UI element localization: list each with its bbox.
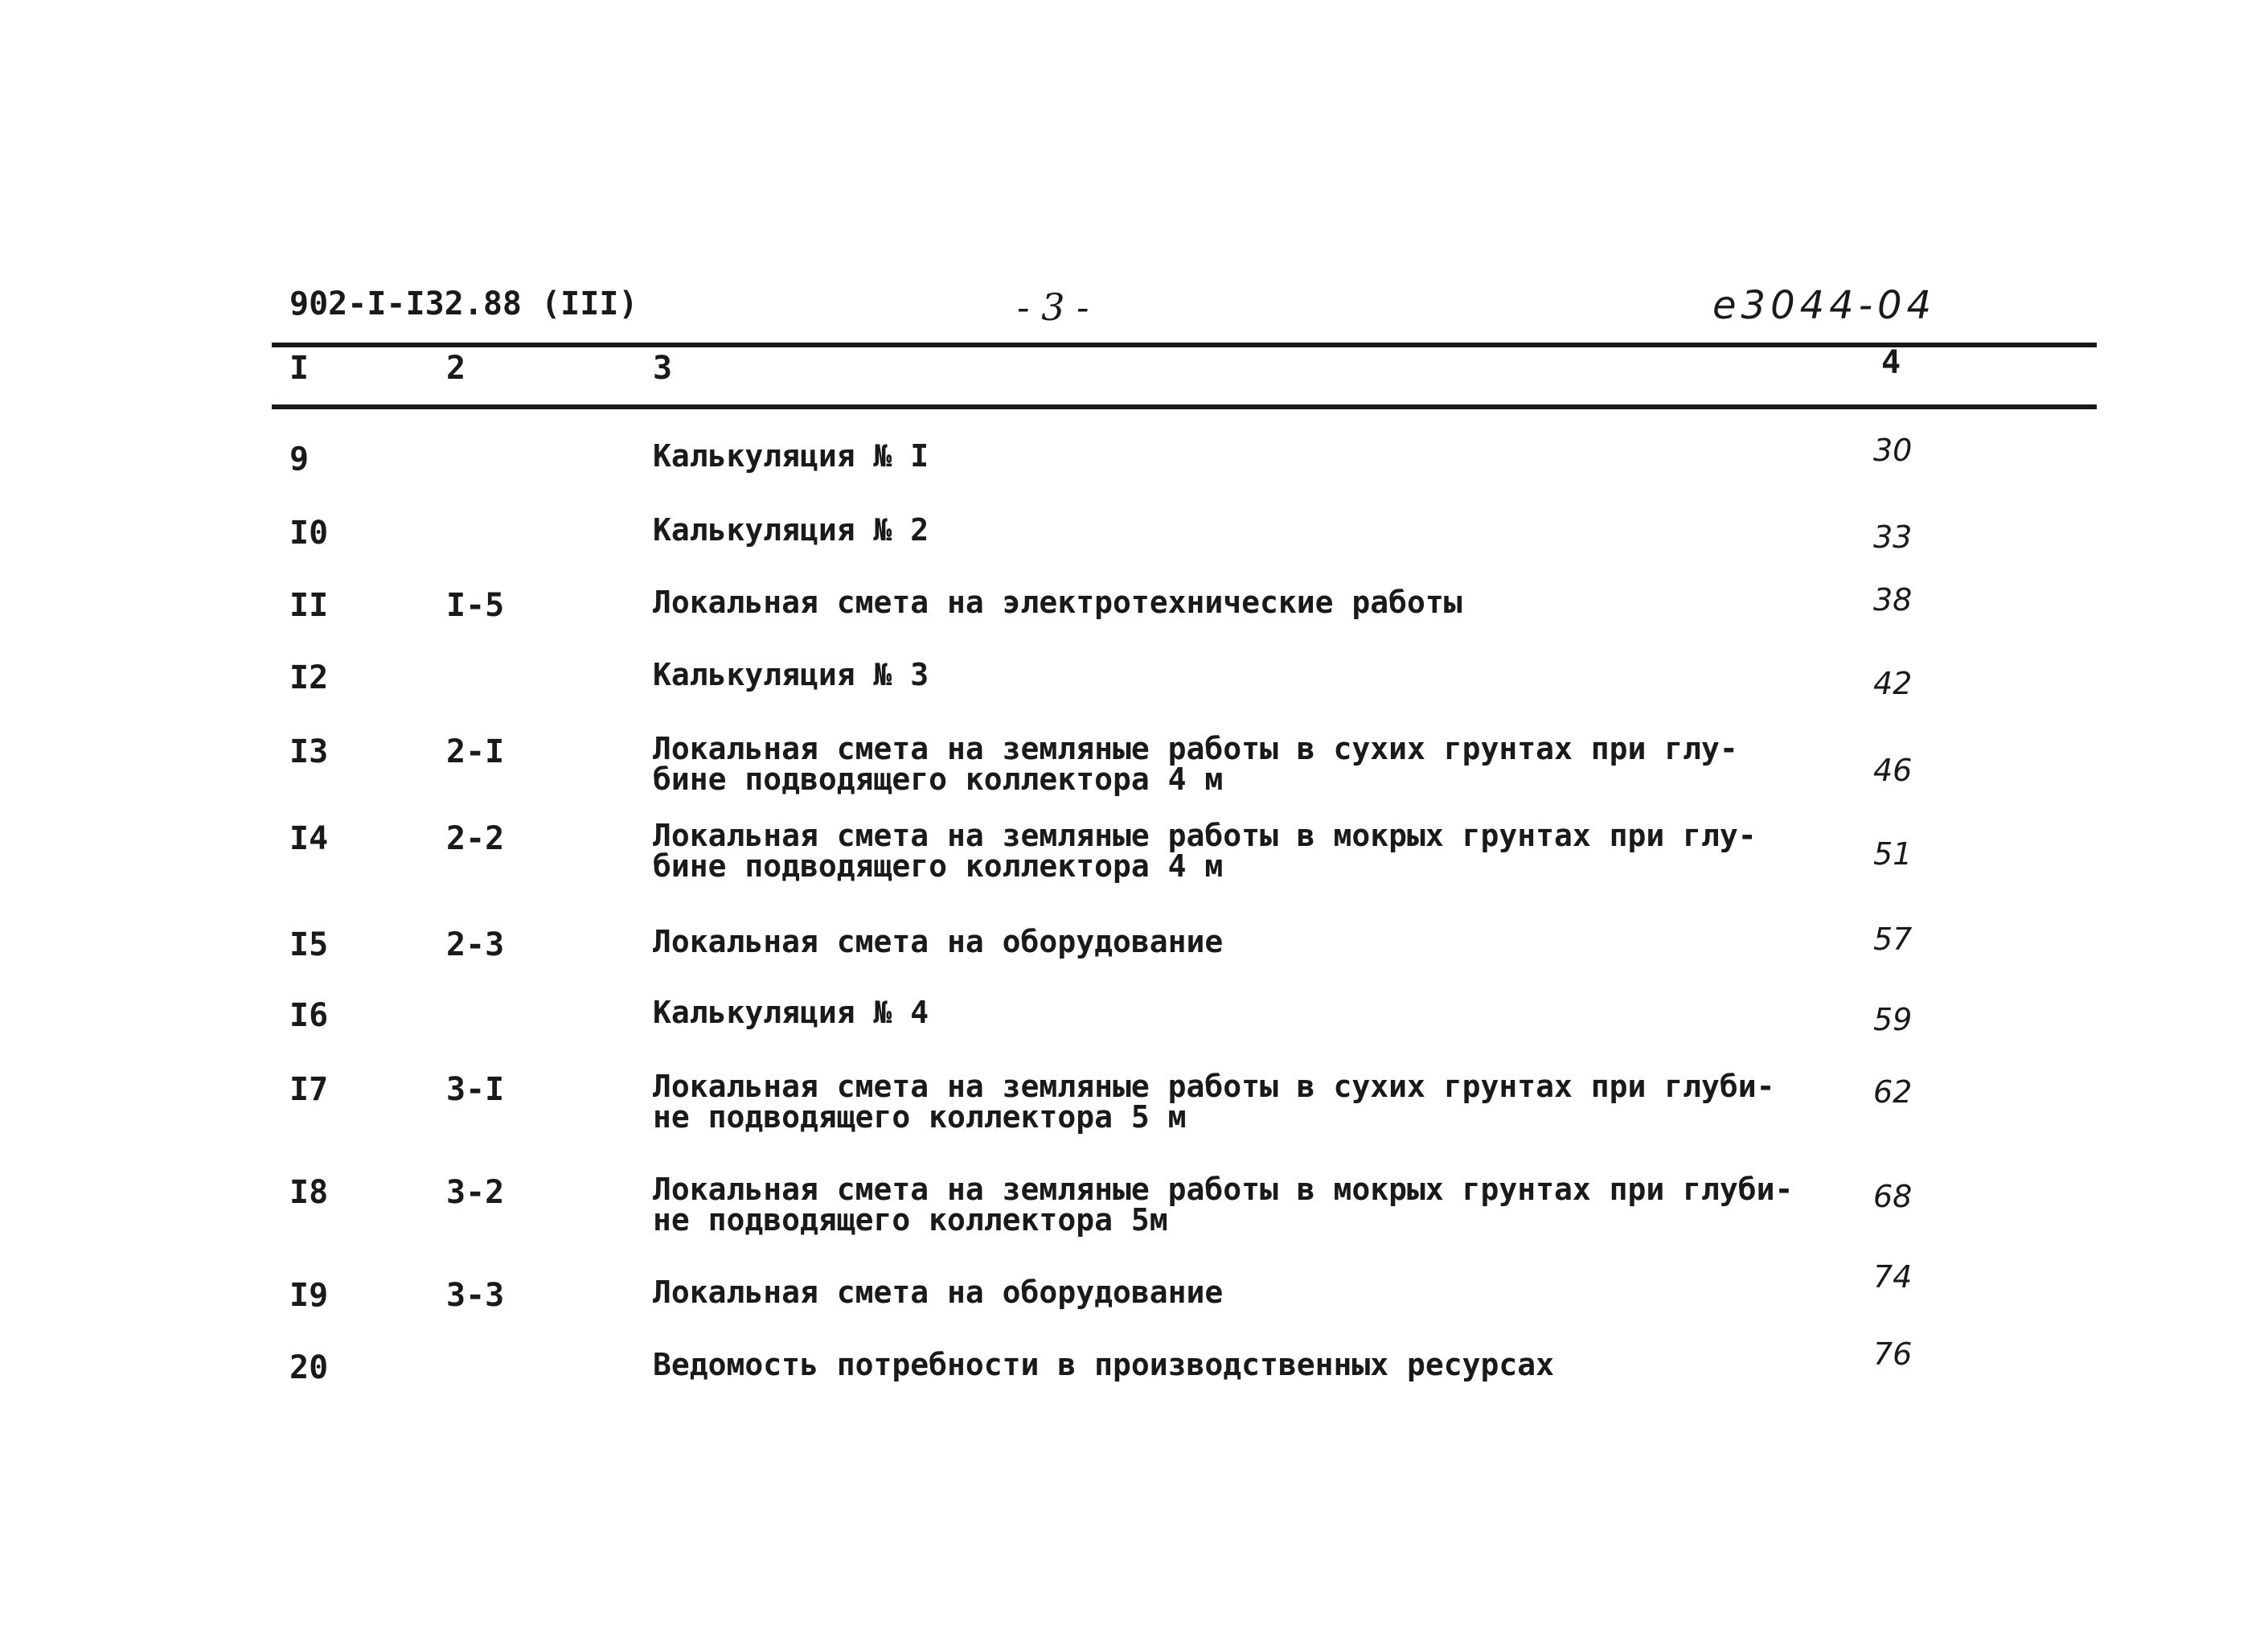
- row-title: Калькуляция № 4: [653, 995, 929, 1030]
- row-title: Локальная смета на оборудование: [653, 1275, 1224, 1310]
- row-number: I4: [289, 820, 329, 857]
- row-number: I0: [289, 515, 329, 552]
- doc-code: 902-I-I32.88 (III): [289, 285, 638, 322]
- row-title: Калькуляция № 3: [653, 657, 929, 692]
- row-title: Калькуляция № I: [653, 438, 929, 474]
- page-marker: - 3 -: [1017, 285, 1089, 329]
- row-title: Локальная смета на земляные работы в сухих грунтах при глу- бине подводящего коллектора 4 м: [653, 731, 1738, 797]
- column-header-4: 4: [1881, 344, 1901, 381]
- row-title: Локальная смета на земляные работы в мокрых грунтах при глуби- не подводящего коллектора 5м: [653, 1172, 1794, 1238]
- row-title: Локальная смета на земляные работы в сухих грунтах при глуби- не подводящего коллектора 5 м: [653, 1069, 1775, 1135]
- row-number: I7: [289, 1071, 329, 1108]
- row-number: I9: [289, 1277, 329, 1314]
- row-page: 59: [1873, 1002, 1913, 1037]
- row-code: 2-2: [446, 820, 505, 857]
- row-code: 3-3: [446, 1277, 505, 1314]
- row-title: Локальная смета на оборудование: [653, 924, 1224, 959]
- row-page: 51: [1873, 836, 1913, 872]
- row-page: 30: [1873, 433, 1913, 468]
- row-number: I2: [289, 659, 329, 696]
- column-header-3: 3: [653, 350, 673, 387]
- row-number: I5: [289, 926, 329, 963]
- row-title: Ведомость потребности в производственных ресурсах: [653, 1347, 1555, 1382]
- inventory-number: е3044-04: [1712, 283, 1937, 328]
- row-number: 9: [289, 441, 310, 478]
- row-page: 74: [1873, 1259, 1913, 1295]
- row-code: 2-I: [446, 733, 505, 770]
- row-title: Локальная смета на земляные работы в мокрых грунтах при глу- бине подводящего коллектора 4 м: [653, 818, 1757, 884]
- row-code: I-5: [446, 587, 505, 624]
- row-title: Локальная смета на электротехнические работы: [653, 585, 1462, 620]
- row-page: 46: [1873, 753, 1913, 788]
- row-code: 2-3: [446, 926, 505, 963]
- column-header-1: I: [289, 350, 310, 387]
- row-page: 42: [1873, 666, 1913, 701]
- row-number: I8: [289, 1174, 329, 1211]
- row-page: 68: [1873, 1179, 1913, 1214]
- table-top-rule: [272, 343, 2097, 347]
- table-header-rule: [272, 404, 2097, 409]
- row-page: 62: [1873, 1074, 1913, 1110]
- row-page: 33: [1873, 519, 1913, 555]
- row-number: I3: [289, 733, 329, 770]
- row-code: 3-I: [446, 1071, 505, 1108]
- column-header-2: 2: [446, 350, 466, 387]
- row-title: Калькуляция № 2: [653, 512, 929, 548]
- row-code: 3-2: [446, 1174, 505, 1211]
- row-page: 38: [1873, 582, 1913, 618]
- row-number: I6: [289, 997, 329, 1034]
- row-number: II: [289, 587, 329, 624]
- row-number: 20: [289, 1349, 329, 1386]
- row-page: 76: [1873, 1336, 1913, 1372]
- row-page: 57: [1873, 922, 1913, 957]
